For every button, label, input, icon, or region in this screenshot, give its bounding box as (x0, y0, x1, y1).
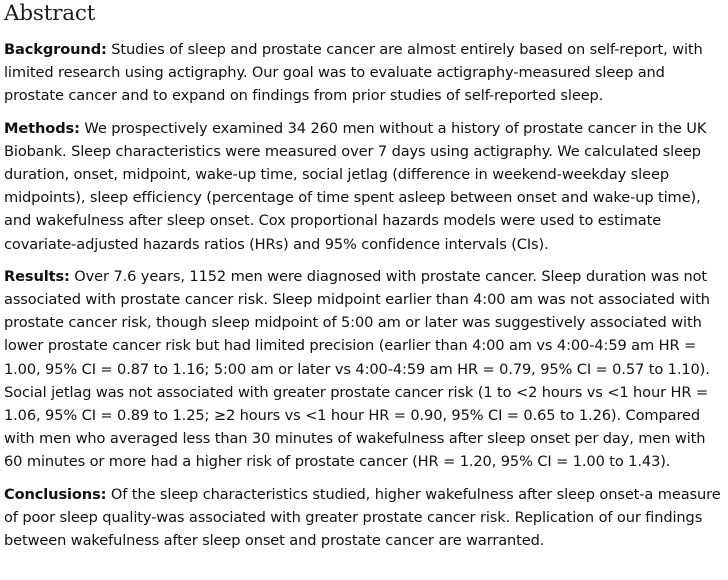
results-section (4, 265, 724, 474)
methods-text: We prospectively examined 34 260 men without a history of prostate cancer in the UK Biobank. Sleep characteristics were measured over 7 days using actigraphy. We calculated sleep duration, onset, midpoint, wake-up time, social jetlag (difference in weekend-weekday sleep midpoints), sleep efficiency (percentage of time spent asleep between onset and wake-up time), and wakefulness after sleep onset. Cox proportional hazards models were used to estimate covariate-adjusted hazards ratios (HRs) and 95% confidence intervals (CIs). (4, 119, 707, 253)
results-text: Over 7.6 years, 1152 men were diagnosed with prostate cancer. Sleep duration was not associated with prostate cancer risk. Sleep midpoint earlier than 4:00 am was not associated with prostate cancer risk, though sleep midpoint of 5:00 am or later was suggestively associated with lower prostate cancer risk but had limited precision (earlier than 4:00 am vs 4:00-4:59 am HR = 1.00, 95% CI = 0.87 to 1.16; 5:00 am or later vs 4:00-4:59 am HR = 0.79, 95% CI = 0.57 to 1.10). Social jetlag was not associated with greater prostate cancer risk (1 to <2 hours vs <1 hour HR = 1.06, 95% CI = 0.89 to 1.25; ≥2 hours vs <1 hour HR = 0.90, 95% CI = 0.65 to 1.26). Compared with men who averaged less than 30 minutes of wakefulness after sleep onset per day, men with 60 minutes or more had a higher risk of prostate cancer (HR = 1.20, 95% CI = 1.00 to 1.43). (4, 267, 710, 471)
conclusions-section (4, 483, 724, 553)
methods-label: Methods: (4, 119, 80, 137)
conclusions-text: Of the sleep characteristics studied, higher wakefulness after sleep onset-a measure of poor sleep quality-was associated with greater prostate cancer risk. Replication of our findings between wakefulness after sleep onset and prostate cancer are warranted. (4, 485, 721, 550)
abstract-heading: Abstract (4, 1, 96, 26)
background-text: Studies of sleep and prostate cancer are almost entirely based on self-report, with limited research using actigraphy. Our goal was to evaluate actigraphy-measured sleep and prostate cancer and to expand on findings from prior studies of self-reported sleep. (4, 41, 703, 105)
methods-section (4, 117, 724, 256)
conclusions-label: Conclusions: (4, 485, 107, 503)
background-label: Background: (4, 41, 107, 58)
background-section (4, 38, 724, 108)
results-label: Results: (4, 267, 70, 285)
